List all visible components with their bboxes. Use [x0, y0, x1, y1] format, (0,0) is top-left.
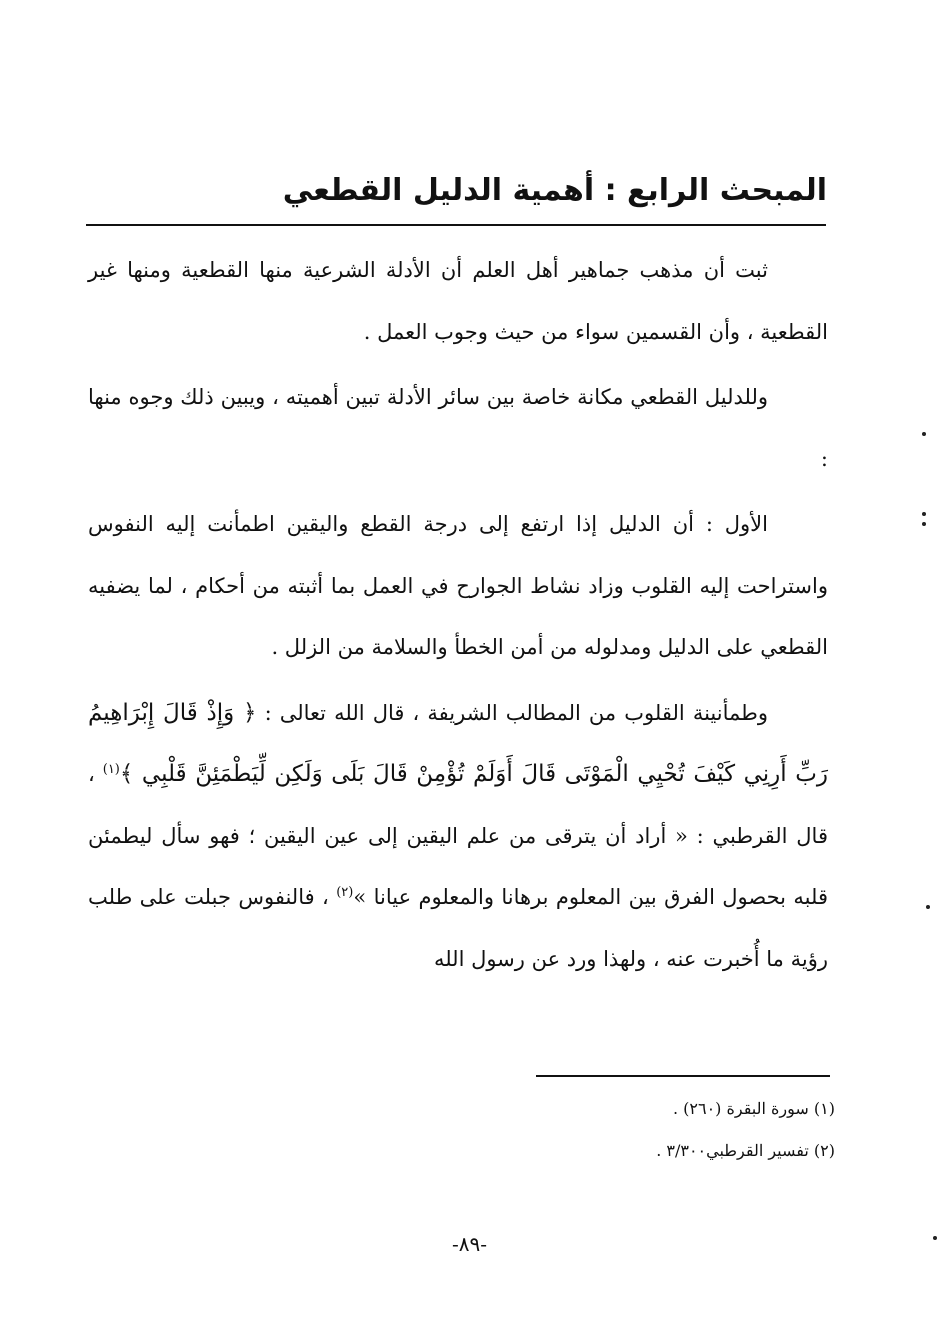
- scan-speck: [922, 512, 926, 516]
- paragraph-4-intro: وطمأنينة القلوب من المطالب الشريفة ، قال الله تعالى :: [264, 700, 768, 725]
- scan-speck: [933, 1236, 937, 1240]
- paragraph-4: [88, 683, 828, 991]
- paragraph-3: الأول : أن الدليل إذا ارتفع إلى درجة القطع واليقين اطمأنت إليه النفوس واستراحت إليه القلوب وزاد نشاط الجوارح في العمل بما أثبته من أحكام ، لما يضفيه القطعي على الدليل ومدلوله من أمن الخطأ والسلامة من الزلل .: [88, 512, 828, 659]
- scan-speck: [922, 522, 926, 526]
- footnote-1: (١) سورة البقرة (٢٦٠) .: [672, 1099, 835, 1118]
- heading-rule: [86, 224, 826, 226]
- footnote-ref-1: (١): [102, 762, 120, 777]
- scan-speck: [922, 432, 926, 436]
- section-heading: المبحث الرابع : أهمية الدليل القطعي: [282, 173, 827, 208]
- body-text: [88, 240, 828, 994]
- paragraph-4-end: ، فالنفوس جبلت على طلب رؤية ما أُخبرت عنه ، ولهذا ورد عن رسول الله: [88, 885, 828, 971]
- footnote-rule: [536, 1075, 830, 1077]
- paragraph-1: ثبت أن مذهب جماهير أهل العلم أن الأدلة الشرعية منها القطعية ومنها غير القطعية ، وأن القسمين سواء من حيث وجوب العمل .: [88, 258, 828, 344]
- footnotes: [135, 1088, 835, 1172]
- footnote-2: (٢) تفسير القرطبي٣/٣٠٠ .: [656, 1141, 835, 1160]
- scan-speck: [926, 905, 930, 909]
- qurtubi-quote: ، قال القرطبي : « أراد أن يترقى من علم اليقين إلى عين اليقين ؛ فهو سأل ليطمئن قلبه بحصول الفرق بين المعلوم برهانا والمعلوم عيانا »: [88, 762, 828, 909]
- quran-verse: ﴿ وَإِذْ قَالَ إِبْرَاهِيمُ رَبِّ أَرِنِي كَيْفَ تُحْيِي الْمَوْتَى قَالَ أَوَلَمْ تُؤْمِنْ قَالَ بَلَى وَلَكِن لِّيَطْمَئِنَّ قَلْبِي ﴾: [88, 699, 828, 787]
- footnote-ref-2: (٢): [336, 885, 354, 900]
- paragraph-2: وللدليل القطعي مكانة خاصة بين سائر الأدلة تبين أهميته ، ويبين ذلك وجوه منها :: [88, 385, 828, 471]
- page-number: -٨٩-: [451, 1232, 487, 1256]
